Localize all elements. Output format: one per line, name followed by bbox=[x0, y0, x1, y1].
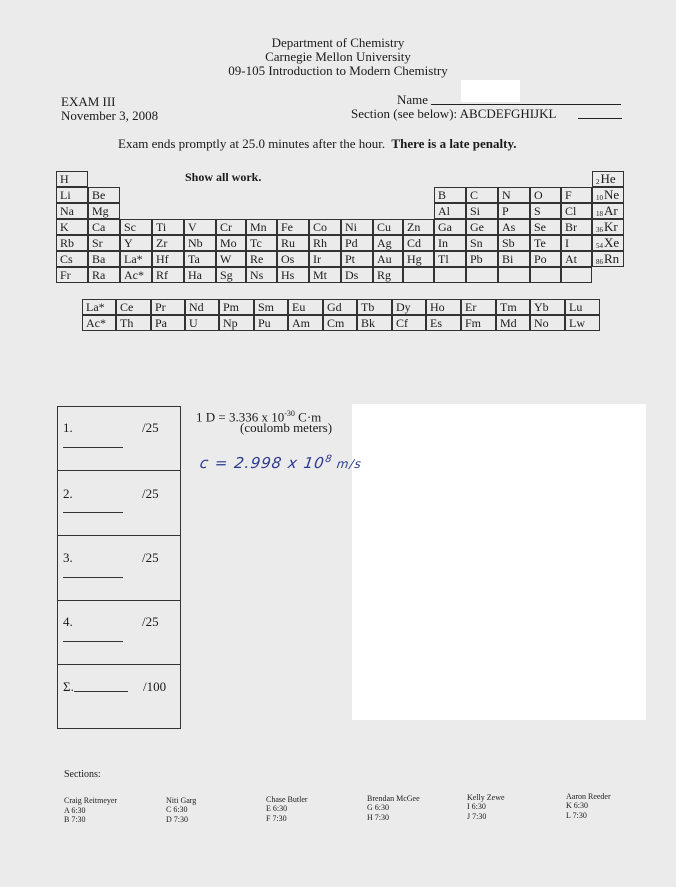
section-time: D 7:30 bbox=[166, 815, 188, 824]
element-cell: Au bbox=[373, 251, 403, 267]
element-cell: Rb bbox=[56, 235, 88, 251]
element-cell: Co bbox=[309, 219, 341, 235]
score-divider bbox=[57, 664, 181, 665]
score-field-4[interactable] bbox=[63, 641, 123, 642]
element-cell: Na bbox=[56, 203, 88, 219]
f-element-cell: Th bbox=[116, 315, 151, 331]
section-name: Aaron Reeder bbox=[566, 792, 611, 801]
element-cell: Cs bbox=[56, 251, 88, 267]
element-cell: Mo bbox=[216, 235, 246, 251]
element-cell: Al bbox=[434, 203, 466, 219]
section-name: Craig Reitmeyer bbox=[64, 796, 118, 805]
element-cell: Ta bbox=[184, 251, 216, 267]
element-cell: Pd bbox=[341, 235, 373, 251]
element-cell: Hs bbox=[277, 267, 309, 283]
noble-gas-cell bbox=[592, 235, 624, 251]
section-time: G 6:30 bbox=[367, 803, 389, 812]
element-cell: Ds bbox=[341, 267, 373, 283]
element-cell: Rf bbox=[152, 267, 184, 283]
section-time: J 7:30 bbox=[467, 812, 487, 821]
element-cell: In bbox=[434, 235, 466, 251]
element-cell: K bbox=[56, 219, 88, 235]
section-label: Section (see below): ABCDEFGHIJKL bbox=[351, 106, 557, 121]
f-element-cell: Pu bbox=[254, 315, 288, 331]
handwritten-main: c = 2.998 x 10 bbox=[198, 454, 327, 472]
element-cell: Po bbox=[530, 251, 561, 267]
redaction-box-work-area bbox=[352, 404, 646, 720]
section-name: Brendan McGee bbox=[367, 794, 420, 803]
element-cell: V bbox=[184, 219, 216, 235]
empty-cell bbox=[403, 267, 434, 283]
element-cell: Ca bbox=[88, 219, 120, 235]
f-element-cell: Cm bbox=[323, 315, 357, 331]
f-element-cell: Lw bbox=[565, 315, 600, 331]
element-cell: Nb bbox=[184, 235, 216, 251]
f-element-cell: Fm bbox=[461, 315, 496, 331]
f-element-cell: Es bbox=[426, 315, 461, 331]
element-cell: Cl bbox=[561, 203, 592, 219]
element-cell: Os bbox=[277, 251, 309, 267]
element-cell: Tl bbox=[434, 251, 466, 267]
section-time: E 6:30 bbox=[266, 804, 288, 813]
section-name: Kelly Zewe bbox=[467, 793, 505, 802]
section-time: H 7:30 bbox=[367, 813, 389, 822]
redaction-box-name bbox=[461, 80, 520, 102]
debye-note: (coulomb meters) bbox=[240, 420, 333, 435]
atomic-number: 2 bbox=[596, 178, 600, 186]
element-cell: Ns bbox=[246, 267, 277, 283]
element-cell: B bbox=[434, 187, 466, 203]
element-cell: Hg bbox=[403, 251, 434, 267]
element-cell: Re bbox=[246, 251, 277, 267]
f-element-cell: La* bbox=[82, 299, 116, 315]
f-element-cell: Gd bbox=[323, 299, 357, 315]
score-field-1[interactable] bbox=[63, 447, 123, 448]
element-cell: La* bbox=[120, 251, 152, 267]
department-title: Department of Chemistry bbox=[271, 35, 405, 50]
element-cell: Fe bbox=[277, 219, 309, 235]
f-element-cell: Np bbox=[219, 315, 254, 331]
element-cell: I bbox=[561, 235, 592, 251]
score-label-2: 2. bbox=[63, 486, 73, 501]
section-field[interactable] bbox=[578, 118, 622, 119]
empty-cell bbox=[434, 267, 466, 283]
empty-cell bbox=[530, 267, 561, 283]
score-label-4: 4. bbox=[63, 614, 73, 629]
atomic-number: 54 bbox=[596, 242, 603, 250]
element-cell: Y bbox=[120, 235, 152, 251]
f-element-cell: Cf bbox=[392, 315, 426, 331]
element-cell: Cu bbox=[373, 219, 403, 235]
element-cell: Tc bbox=[246, 235, 277, 251]
element-cell: At bbox=[561, 251, 592, 267]
exam-title: EXAM III bbox=[61, 94, 116, 109]
f-element-cell: Tm bbox=[496, 299, 530, 315]
element-cell: Mt bbox=[309, 267, 341, 283]
element-cell: Ba bbox=[88, 251, 120, 267]
element-cell: Bi bbox=[498, 251, 530, 267]
f-element-cell: Am bbox=[288, 315, 323, 331]
f-element-cell: Dy bbox=[392, 299, 426, 315]
score-points-1: /25 bbox=[142, 420, 159, 435]
element-cell: Pt bbox=[341, 251, 373, 267]
element-cell: Pb bbox=[466, 251, 498, 267]
f-element-cell: Bk bbox=[357, 315, 392, 331]
debye-unit: C·m bbox=[294, 409, 322, 425]
atomic-number: 10 bbox=[596, 194, 603, 202]
noble-gas-cell bbox=[592, 171, 624, 187]
score-field-total[interactable] bbox=[74, 691, 128, 692]
f-element-cell: Ac* bbox=[82, 315, 116, 331]
element-cell: Fr bbox=[56, 267, 88, 283]
score-points-total: /100 bbox=[143, 679, 167, 694]
instructions-text: Exam ends promptly at 25.0 minutes after the hour. bbox=[118, 136, 386, 151]
element-cell: Ru bbox=[277, 235, 309, 251]
element-cell: Ti bbox=[152, 219, 184, 235]
score-label-1: 1. bbox=[63, 420, 73, 435]
element-cell: Sg bbox=[216, 267, 246, 283]
empty-cell bbox=[561, 267, 592, 283]
element-cell: Rh bbox=[309, 235, 341, 251]
element-cell: Ge bbox=[466, 219, 498, 235]
element-cell: F bbox=[561, 187, 592, 203]
f-element-cell: Ho bbox=[426, 299, 461, 315]
element-cell: Ha bbox=[184, 267, 216, 283]
element-cell: Br bbox=[561, 219, 592, 235]
element-cell: Cr bbox=[216, 219, 246, 235]
section-time: B 7:30 bbox=[64, 815, 86, 824]
element-cell: Cd bbox=[403, 235, 434, 251]
score-divider bbox=[57, 600, 181, 601]
name-label: Name bbox=[397, 92, 429, 107]
section-name: Chase Butler bbox=[266, 795, 308, 804]
element-cell: Sc bbox=[120, 219, 152, 235]
empty-cell bbox=[498, 267, 530, 283]
f-element-cell: Sm bbox=[254, 299, 288, 315]
f-element-cell: Er bbox=[461, 299, 496, 315]
score-divider bbox=[57, 535, 181, 536]
debye-prefix: 1 D = 3.336 x 10 bbox=[196, 409, 285, 425]
element-cell: Ni bbox=[341, 219, 373, 235]
f-element-cell: Pm bbox=[219, 299, 254, 315]
course-title: 09-105 Introduction to Modern Chemistry bbox=[228, 63, 448, 78]
element-symbol: He bbox=[600, 171, 616, 186]
f-element-cell: Eu bbox=[288, 299, 323, 315]
empty-cell bbox=[466, 267, 498, 283]
element-symbol: Ar bbox=[604, 203, 618, 218]
element-cell: Zn bbox=[403, 219, 434, 235]
element-cell: Mn bbox=[246, 219, 277, 235]
score-field-3[interactable] bbox=[63, 577, 123, 578]
f-element-cell: No bbox=[530, 315, 565, 331]
f-element-cell: Pa bbox=[151, 315, 185, 331]
element-cell: P bbox=[498, 203, 530, 219]
element-cell: Ra bbox=[88, 267, 120, 283]
f-element-cell: U bbox=[185, 315, 219, 331]
atomic-number: 18 bbox=[596, 210, 603, 218]
element-symbol: Rn bbox=[604, 251, 620, 266]
handwritten-exponent: 8 bbox=[324, 454, 334, 465]
element-cell: W bbox=[216, 251, 246, 267]
atomic-number: 36 bbox=[596, 226, 603, 234]
element-cell: Se bbox=[530, 219, 561, 235]
element-cell: Zr bbox=[152, 235, 184, 251]
f-element-cell: Yb bbox=[530, 299, 565, 315]
section-time: K 6:30 bbox=[566, 801, 588, 810]
element-cell: Sb bbox=[498, 235, 530, 251]
noble-gas-cell bbox=[592, 251, 624, 267]
element-cell: Si bbox=[466, 203, 498, 219]
noble-gas-cell bbox=[592, 187, 624, 203]
sections-title: Sections: bbox=[64, 769, 101, 780]
element-cell: Rg bbox=[373, 267, 403, 283]
section-time: F 7:30 bbox=[266, 814, 287, 823]
element-symbol: Xe bbox=[604, 235, 620, 250]
element-cell: Mg bbox=[88, 203, 120, 219]
late-penalty-text: There is a late penalty. bbox=[391, 136, 517, 151]
handwritten-speed-of-light bbox=[199, 454, 364, 472]
element-cell: C bbox=[466, 187, 498, 203]
f-element-cell: Pr bbox=[151, 299, 185, 315]
section-time: C 6:30 bbox=[166, 805, 188, 814]
score-label-total: Σ. bbox=[63, 679, 74, 694]
show-work-text: Show all work. bbox=[185, 170, 262, 184]
score-label-3: 3. bbox=[63, 550, 73, 565]
element-cell: N bbox=[498, 187, 530, 203]
element-cell: Ag bbox=[373, 235, 403, 251]
element-cell: Li bbox=[56, 187, 88, 203]
f-element-cell: Tb bbox=[357, 299, 392, 315]
element-cell: Ga bbox=[434, 219, 466, 235]
f-element-cell: Ce bbox=[116, 299, 151, 315]
noble-gas-cell bbox=[592, 219, 624, 235]
score-points-2: /25 bbox=[142, 486, 159, 501]
element-cell: Be bbox=[88, 187, 120, 203]
debye-exponent: -30 bbox=[284, 409, 295, 418]
name-field[interactable] bbox=[431, 104, 621, 105]
element-cell: Ir bbox=[309, 251, 341, 267]
f-element-cell: Md bbox=[496, 315, 530, 331]
noble-gas-cell bbox=[592, 203, 624, 219]
handwritten-unit: m/s bbox=[331, 457, 363, 471]
atomic-number: 86 bbox=[596, 258, 603, 266]
element-cell: Te bbox=[530, 235, 561, 251]
element-symbol: Ne bbox=[604, 187, 620, 202]
element-cell: As bbox=[498, 219, 530, 235]
element-cell: S bbox=[530, 203, 561, 219]
score-points-3: /25 bbox=[142, 550, 159, 565]
instructions-line bbox=[118, 137, 516, 151]
section-time: A 6:30 bbox=[64, 806, 86, 815]
f-element-cell: Lu bbox=[565, 299, 600, 315]
section-time: L 7:30 bbox=[566, 811, 587, 820]
element-cell: Sn bbox=[466, 235, 498, 251]
element-cell: Hf bbox=[152, 251, 184, 267]
f-element-cell: Nd bbox=[185, 299, 219, 315]
element-symbol: Kr bbox=[604, 219, 618, 234]
university-title: Carnegie Mellon University bbox=[265, 49, 411, 64]
score-field-2[interactable] bbox=[63, 512, 123, 513]
section-name: Niti Garg bbox=[166, 796, 197, 805]
section-time: I 6:30 bbox=[467, 802, 486, 811]
element-cell: Ac* bbox=[120, 267, 152, 283]
exam-date: November 3, 2008 bbox=[61, 108, 159, 123]
element-cell: Sr bbox=[88, 235, 120, 251]
score-divider bbox=[57, 470, 181, 471]
score-points-4: /25 bbox=[142, 614, 159, 629]
element-cell: O bbox=[530, 187, 561, 203]
element-cell: H bbox=[56, 171, 88, 187]
